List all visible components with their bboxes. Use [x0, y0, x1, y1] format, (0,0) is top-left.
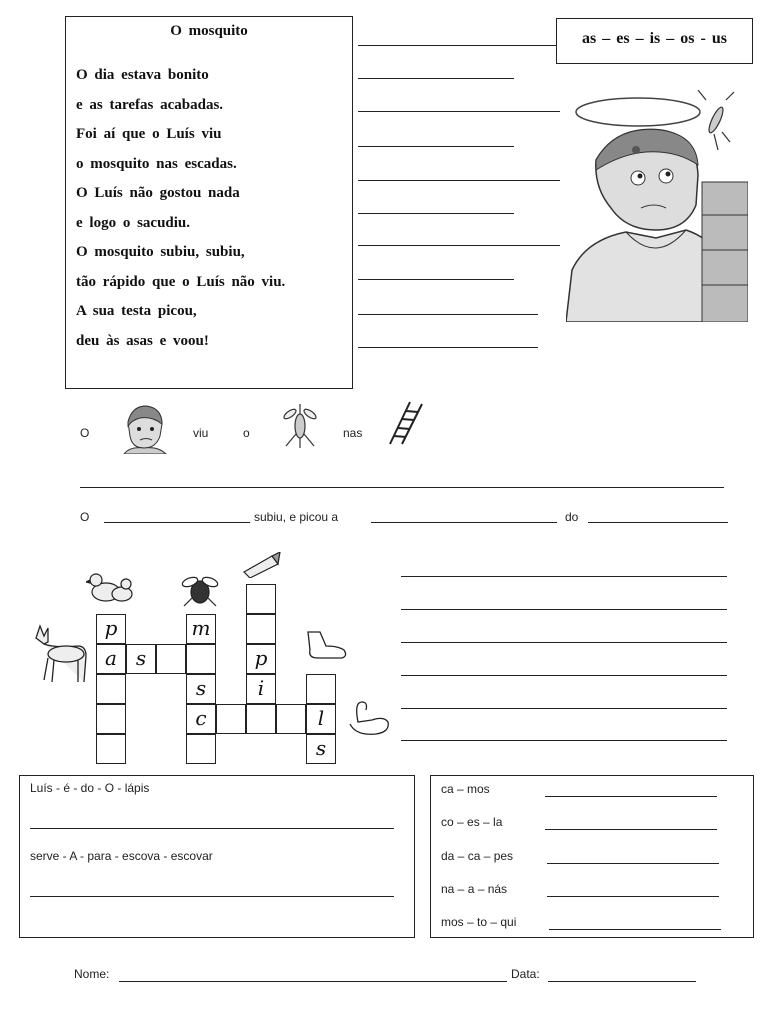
answer-line[interactable]	[588, 522, 728, 523]
poem-verse: o mosquito nas escadas.	[76, 156, 237, 172]
crossword-cell[interactable]	[246, 704, 276, 734]
answer-line[interactable]	[371, 522, 557, 523]
syllables-box: as – es – is – os - us	[556, 18, 753, 64]
poem-verse: O Luís não gostou nada	[76, 185, 240, 201]
answer-line[interactable]	[547, 863, 719, 864]
rebus-word: O	[80, 426, 90, 440]
rebus-word: nas	[343, 426, 363, 440]
word-list: serve - A - para - escova - escovar	[30, 849, 213, 863]
answer-line[interactable]	[545, 796, 717, 797]
duck-icon	[86, 568, 136, 606]
boy-mosquito-illustration	[566, 90, 748, 322]
answer-line[interactable]	[401, 642, 727, 643]
crossword-cell[interactable]: i	[246, 674, 276, 704]
syllable-item: mos – to – qui	[441, 915, 517, 929]
crossword-cell[interactable]: a	[96, 644, 126, 674]
crossword-cell[interactable]	[156, 644, 186, 674]
answer-line[interactable]	[30, 828, 394, 829]
rebus-word: o	[243, 426, 250, 440]
poem-verse: O mosquito subiu, subiu,	[76, 244, 245, 260]
answer-line[interactable]	[358, 213, 514, 214]
pencil-icon	[240, 552, 282, 578]
syllable-item: da – ca – pes	[441, 849, 514, 863]
word-list: Luís - é - do - O - lápis	[30, 781, 150, 795]
answer-line[interactable]	[358, 347, 538, 348]
date-field[interactable]	[548, 981, 696, 982]
crossword-cell[interactable]: s	[186, 674, 216, 704]
name-label: Nome:	[74, 967, 110, 981]
crossword-cell[interactable]	[96, 734, 126, 764]
crossword-cell[interactable]	[216, 704, 246, 734]
crossword-cell[interactable]	[246, 584, 276, 614]
date-label: Data:	[511, 967, 540, 981]
crossword-cell[interactable]: c	[186, 704, 216, 734]
ladder-icon	[386, 400, 426, 446]
answer-line[interactable]	[104, 522, 250, 523]
poem-verse: e as tarefas acabadas.	[76, 97, 224, 113]
poem-verse: Foi aí que o Luís viu	[76, 126, 222, 142]
fly-icon	[180, 572, 220, 608]
donkey-icon	[34, 622, 90, 684]
swan-icon	[344, 698, 392, 738]
crossword-cell[interactable]	[276, 704, 306, 734]
answer-line[interactable]	[401, 675, 727, 676]
crossword-cell[interactable]	[186, 644, 216, 674]
poem-title: O mosquito	[170, 23, 248, 39]
crossword-cell[interactable]	[306, 674, 336, 704]
answer-line[interactable]	[358, 245, 560, 246]
rebus-word: viu	[193, 426, 209, 440]
syllables-order-box	[430, 775, 754, 938]
sentence-word: subiu, e picou a	[254, 510, 339, 524]
crossword-cell[interactable]	[96, 674, 126, 704]
crossword-cell[interactable]: p	[246, 644, 276, 674]
answer-line[interactable]	[549, 929, 721, 930]
foot-icon	[302, 630, 348, 662]
poem-verse: e logo o sacudiu.	[76, 215, 191, 231]
answer-line[interactable]	[547, 896, 719, 897]
sentence-word: O	[80, 510, 90, 524]
answer-line[interactable]	[358, 78, 514, 79]
answer-line[interactable]	[358, 45, 556, 46]
answer-line[interactable]	[80, 487, 724, 488]
answer-line[interactable]	[358, 111, 560, 112]
syllable-item: co – es – la	[441, 815, 503, 829]
poem-verse: deu às asas e voou!	[76, 333, 209, 349]
mosquito-icon	[280, 400, 320, 450]
answer-line[interactable]	[358, 180, 560, 181]
syllable-item: ca – mos	[441, 782, 490, 796]
name-field[interactable]	[119, 981, 507, 982]
answer-line[interactable]	[401, 576, 727, 577]
answer-line[interactable]	[30, 896, 394, 897]
crossword-cell[interactable]	[96, 704, 126, 734]
order-words-box	[19, 775, 415, 938]
crossword-cell[interactable]: p	[96, 614, 126, 644]
answer-line[interactable]	[358, 279, 514, 280]
crossword-cell[interactable]: m	[186, 614, 216, 644]
crossword-cell[interactable]: l	[306, 704, 336, 734]
answer-line[interactable]	[358, 146, 514, 147]
poem-verse: tão rápido que o Luís não viu.	[76, 274, 286, 290]
answer-line[interactable]	[401, 609, 727, 610]
sentence-word: do	[565, 510, 579, 524]
boy-icon	[122, 402, 168, 454]
crossword-cell[interactable]: s	[126, 644, 156, 674]
poem-verse: A sua testa picou,	[76, 303, 197, 319]
syllable-item: na – a – nás	[441, 882, 508, 896]
answer-line[interactable]	[401, 708, 727, 709]
answer-line[interactable]	[401, 740, 727, 741]
poem-box	[65, 16, 353, 389]
crossword-cell[interactable]	[186, 734, 216, 764]
answer-line[interactable]	[358, 314, 538, 315]
poem-verse: O dia estava bonito	[76, 67, 209, 83]
crossword-cell[interactable]	[246, 614, 276, 644]
crossword-cell[interactable]: s	[306, 734, 336, 764]
answer-line[interactable]	[545, 829, 717, 830]
